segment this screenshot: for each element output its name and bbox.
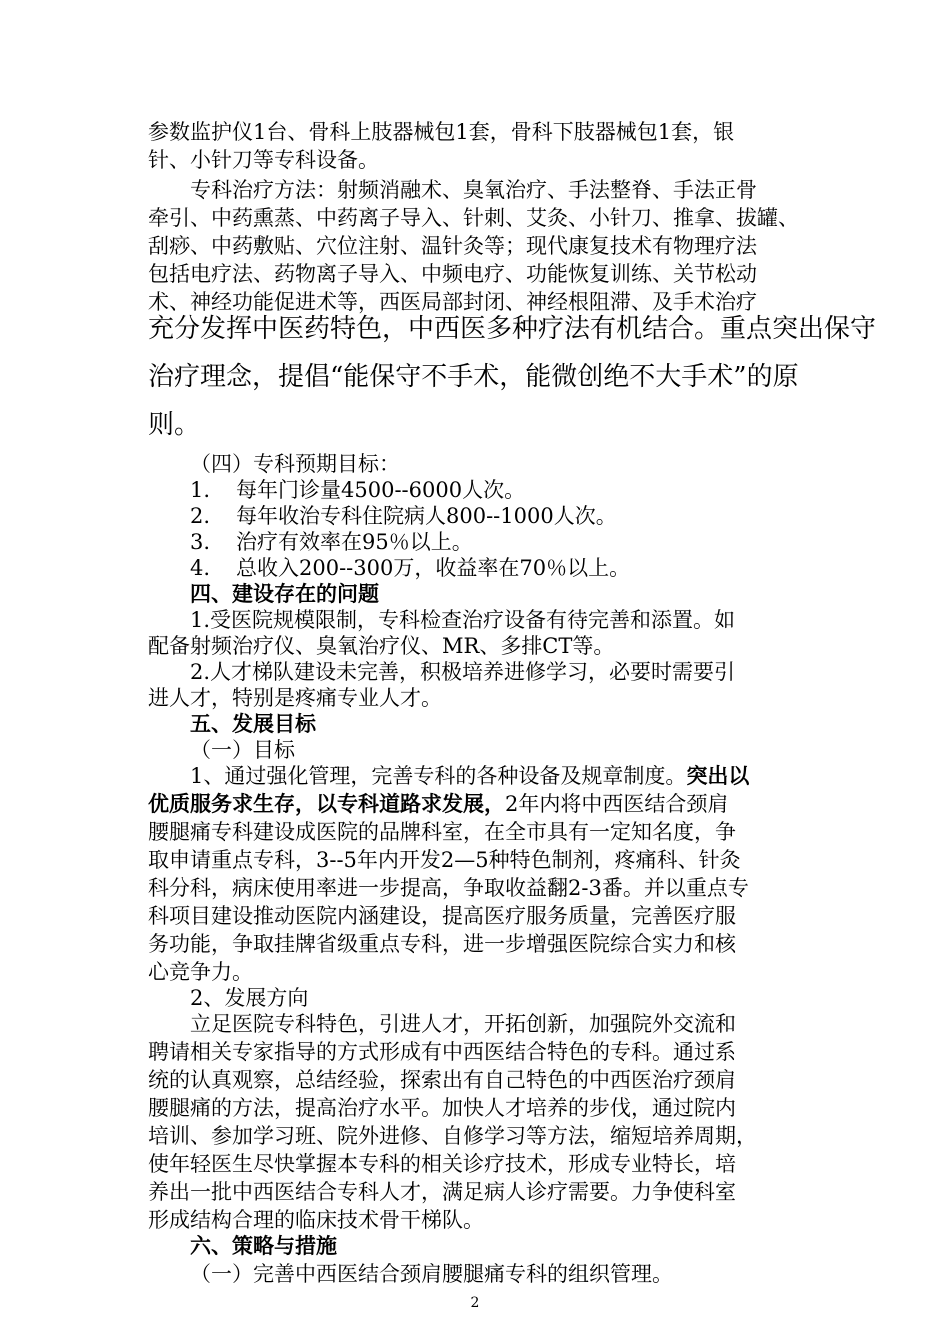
list-item: 2. 每年收治专科住院病人800--1000人次。: [190, 504, 617, 528]
section-subheading: （一）完善中西医结合颈肩腰腿痛专科的组织管理。: [190, 1262, 673, 1286]
text-line: 配备射频治疗仪、臭氧治疗仪、MR、多排CT等。: [148, 634, 615, 658]
list-item: 3. 治疗有效率在95％以上。: [190, 530, 473, 554]
text-line: 务功能，争取挂牌省级重点专科，进一步增强医院综合实力和核: [148, 932, 736, 956]
text-line: 腰腿痛专科建设成医院的品牌科室，在全市具有一定知名度，争: [148, 820, 736, 844]
text-line: 优质服务求生存，以专科道路求发展，2年内将中西医结合颈肩: [148, 791, 729, 816]
text-line: 培训、参加学习班、院外进修、自修学习等方法，缩短培养周期，: [148, 1124, 757, 1148]
list-item: 1. 每年门诊量4500--6000人次。: [190, 478, 526, 502]
text-line: 养出一批中西医结合专科人才，满足病人诊疗需要。力争使科室: [148, 1180, 736, 1204]
text-line: 心竞争力。: [148, 960, 253, 984]
text-line: 取申请重点专科，3--5年内开发2—5种特色制剂，疼痛科、针灸: [148, 848, 741, 872]
text-line: 参数监护仪1台、骨科上肢器械包1套，骨科下肢器械包1套，银: [148, 120, 735, 144]
text-line: 1、通过强化管理，完善专科的各种设备及规章制度。突出以: [190, 763, 750, 788]
text-line: 科分科，病床使用率进一步提高，争取收益翻2-3番。并以重点专: [148, 876, 749, 900]
section-heading: 四、建设存在的问题: [190, 581, 379, 606]
text-line: 使年轻医生尽快掌握本专科的相关诊疗技术，形成专业特长，培: [148, 1152, 736, 1176]
text-line: 牵引、中药熏蒸、中药离子导入、针刺、艾灸、小针刀、推拿、拔罐、: [148, 206, 799, 230]
text-line: 立足医院专科特色，引进人才，开拓创新，加强院外交流和: [190, 1012, 736, 1036]
text-line: 充分发挥中医药特色，中西医多种疗法有机结合。重点突出保守: [148, 314, 877, 344]
section-heading: 六、策略与措施: [190, 1233, 337, 1258]
text-line: 治疗理念，提倡“能保守不手术，能微创绝不大手术”的原: [148, 362, 799, 392]
text-line: 形成结构合理的临床技术骨干梯队。: [148, 1208, 484, 1232]
text-line: 统的认真观察，总结经验，探索出有自己特色的中西医治疗颈肩: [148, 1068, 736, 1092]
text-line: 刮痧、中药敷贴、穴位注射、温针灸等；现代康复技术有物理疗法: [148, 234, 757, 258]
text-line: 针、小针刀等专科设备。: [148, 148, 379, 172]
section-subheading: （四）专科预期目标：: [190, 452, 400, 476]
text-line: 聘请相关专家指导的方式形成有中西医结合特色的专科。通过系: [148, 1040, 736, 1064]
text-line: 术、神经功能促进术等，西医局部封闭、神经根阻滞、及手术治疗: [148, 290, 757, 314]
text-line: 专科治疗方法：射频消融术、臭氧治疗、手法整脊、手法正骨: [190, 178, 757, 202]
text-line: 科项目建设推动医院内涵建设，提高医疗服务质量，完善医疗服: [148, 904, 736, 928]
text-line: 2.人才梯队建设未完善，积极培养进修学习，必要时需要引: [190, 660, 736, 684]
section-subheading: （一）目标: [190, 738, 295, 762]
text-line: 腰腿痛的方法，提高治疗水平。加快人才培养的步伐，通过院内: [148, 1096, 736, 1120]
text-line: 1.受医院规模限制，专科检查治疗设备有待完善和添置。如: [190, 608, 736, 632]
text-line: 进人才，特别是疼痛专业人才。: [148, 686, 442, 710]
section-subheading: 2、发展方向: [190, 986, 309, 1010]
text-line: 包括电疗法、药物离子导入、中频电疗、功能恢复训练、关节松动: [148, 262, 757, 286]
page-number: 2: [470, 1295, 480, 1311]
section-heading: 五、发展目标: [190, 711, 316, 736]
list-item: 4. 总收入200--300万，收益率在70％以上。: [190, 556, 631, 580]
text-line: 则。: [148, 410, 201, 440]
